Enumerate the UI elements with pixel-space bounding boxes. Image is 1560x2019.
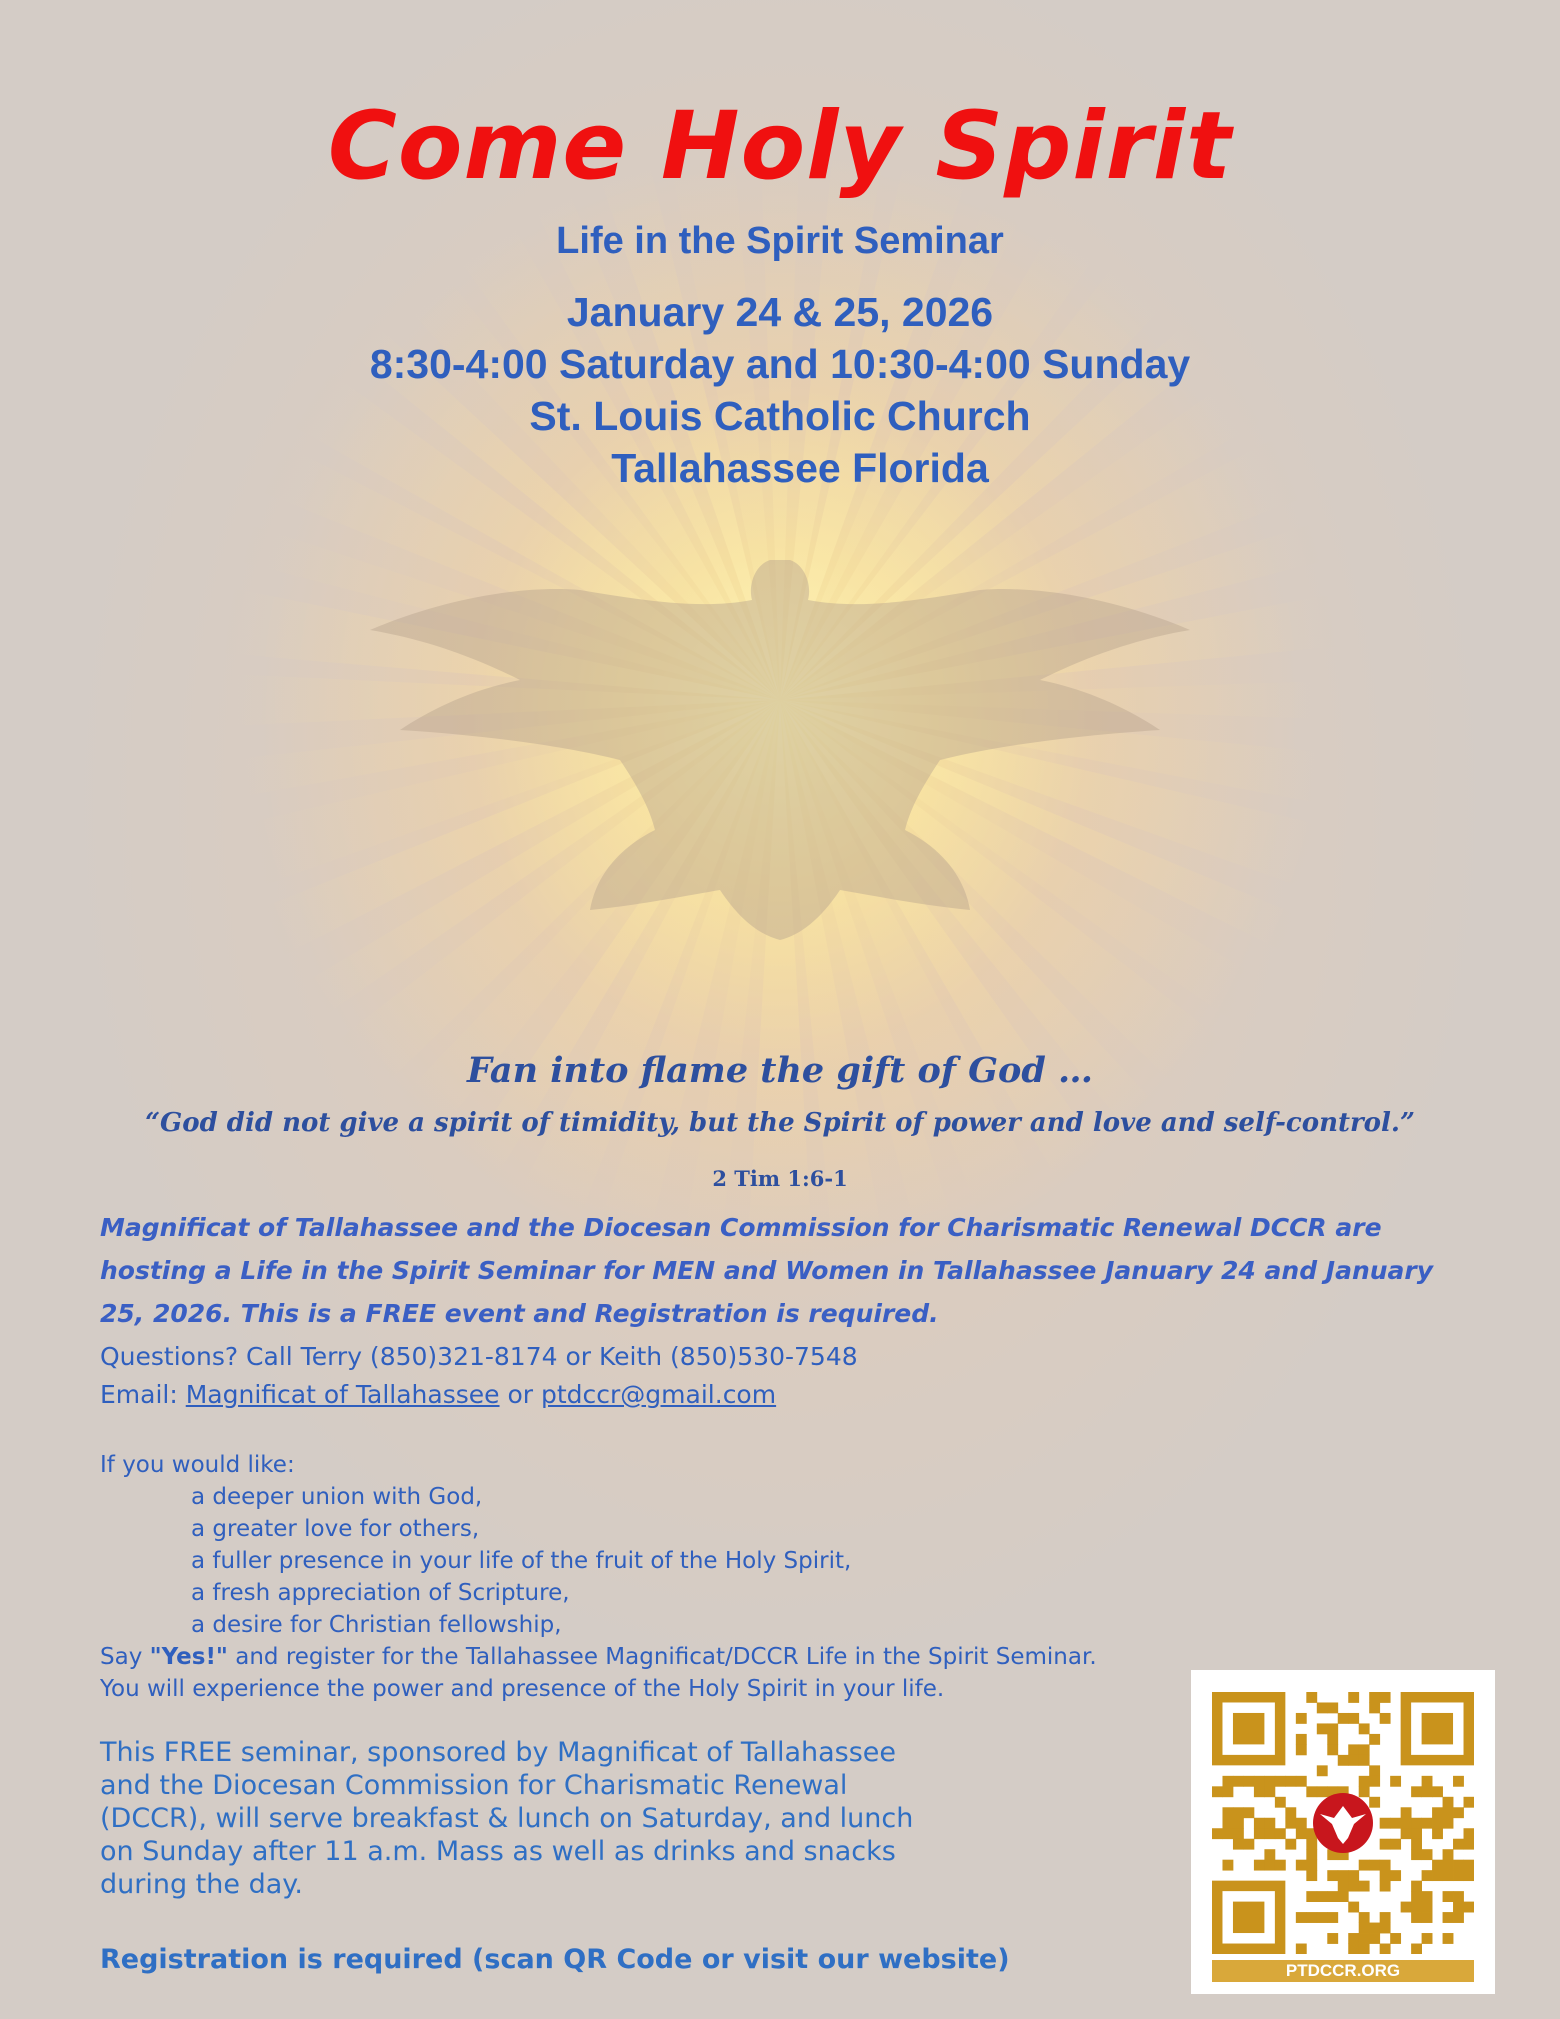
event-title: Come Holy Spirit bbox=[327, 92, 1233, 201]
qr-module bbox=[1296, 1860, 1307, 1871]
qr-module bbox=[1359, 1944, 1370, 1954]
qr-module bbox=[1380, 1944, 1391, 1954]
qr-module bbox=[1453, 1776, 1464, 1787]
qr-module bbox=[1285, 1807, 1296, 1818]
qr-module bbox=[1296, 1713, 1307, 1724]
qr-module bbox=[1359, 1923, 1370, 1934]
qr-module bbox=[1296, 1776, 1307, 1787]
qr-module bbox=[1306, 1692, 1317, 1703]
questions-line: Questions? Call Terry (850)321-8174 or Keith (850)530-7548 bbox=[100, 1342, 858, 1371]
qr-module bbox=[1222, 1860, 1233, 1871]
qr-module bbox=[1380, 1912, 1391, 1923]
list-item: a deeper union with God, bbox=[191, 1484, 483, 1510]
qr-module bbox=[1369, 1797, 1380, 1808]
sponsor-paragraph bbox=[100, 1736, 1140, 1901]
qr-module bbox=[1422, 1818, 1433, 1829]
qr-module bbox=[1422, 1933, 1433, 1944]
invitation-list bbox=[100, 1449, 1097, 1705]
qr-module bbox=[1411, 1839, 1422, 1850]
qr-module bbox=[1443, 1797, 1454, 1808]
qr-module bbox=[1348, 1944, 1359, 1954]
qr-module bbox=[1222, 1807, 1233, 1818]
qr-module bbox=[1317, 1765, 1328, 1776]
qr-module bbox=[1254, 1818, 1265, 1829]
qr-module bbox=[1411, 1786, 1422, 1797]
qr-module bbox=[1327, 1744, 1338, 1755]
registration-note: Registration is required (scan QR Code or visit our website) bbox=[100, 1944, 1010, 1975]
qr-module bbox=[1443, 1849, 1454, 1860]
magnificat-link[interactable]: Magnificat of Tallahassee bbox=[185, 1380, 500, 1409]
qr-module bbox=[1422, 1786, 1433, 1797]
qr-module bbox=[1411, 1944, 1422, 1954]
list-item: a fuller presence in your life of the fruit of the Holy Spirit, bbox=[191, 1548, 852, 1574]
qr-module bbox=[1327, 1870, 1338, 1881]
qr-module bbox=[1327, 1723, 1338, 1734]
qr-module bbox=[1359, 1860, 1370, 1871]
qr-module bbox=[1348, 1933, 1359, 1944]
qr-module bbox=[1348, 1755, 1359, 1766]
qr-module bbox=[1380, 1713, 1391, 1724]
qr-module bbox=[1306, 1860, 1317, 1871]
say-yes-line bbox=[100, 1641, 1097, 1673]
qr-module bbox=[1306, 1839, 1317, 1850]
qr-module bbox=[1264, 1776, 1275, 1787]
qr-module bbox=[1275, 1776, 1286, 1787]
qr-module bbox=[1338, 1881, 1349, 1892]
qr-module bbox=[1285, 1776, 1296, 1787]
sponsor-line: This FREE seminar, sponsored by Magnificat of Tallahassee bbox=[100, 1737, 897, 1768]
qr-module bbox=[1422, 1902, 1433, 1913]
event-date: January 24 & 25, 2026 bbox=[566, 289, 994, 335]
scripture-heading: Fan into flame the gift of God … bbox=[466, 1050, 1094, 1091]
qr-module bbox=[1443, 1912, 1454, 1923]
qr-module bbox=[1222, 1786, 1233, 1797]
qr-module bbox=[1422, 1891, 1433, 1902]
qr-module bbox=[1275, 1828, 1286, 1839]
qr-module bbox=[1369, 1765, 1380, 1776]
qr-module bbox=[1443, 1818, 1454, 1829]
qr-module bbox=[1432, 1860, 1443, 1871]
qr-module bbox=[1317, 1786, 1328, 1797]
qr-module bbox=[1464, 1797, 1474, 1808]
email-link[interactable]: ptdccr@gmail.com bbox=[541, 1380, 777, 1409]
email-label: Email: bbox=[100, 1380, 186, 1409]
qr-module bbox=[1369, 1734, 1380, 1745]
qr-module bbox=[1390, 1839, 1401, 1850]
say-text: Say bbox=[100, 1644, 150, 1670]
qr-module bbox=[1411, 1902, 1422, 1913]
qr-module bbox=[1254, 1776, 1265, 1787]
email-or: or bbox=[499, 1380, 541, 1409]
qr-module bbox=[1327, 1702, 1338, 1713]
qr-module bbox=[1233, 1839, 1244, 1850]
qr-module bbox=[1411, 1849, 1422, 1860]
intro-paragraph: Magnificat of Tallahassee and the Diocesan Commission for Charismatic Renewal DCCR are hosting a Life in the Spirit Seminar for MEN and Women in Tallahassee January 24 and January 25, 2026. This is a FREE event and Registration is required. bbox=[100, 1213, 1434, 1328]
qr-module bbox=[1422, 1912, 1433, 1923]
qr-module bbox=[1380, 1870, 1391, 1881]
qr-finder bbox=[1233, 1713, 1264, 1744]
qr-module bbox=[1369, 1776, 1380, 1787]
qr-module bbox=[1432, 1786, 1443, 1797]
qr-module bbox=[1359, 1723, 1370, 1734]
qr-module bbox=[1317, 1912, 1328, 1923]
qr-module bbox=[1443, 1891, 1454, 1902]
qr-module bbox=[1275, 1797, 1286, 1808]
event-times: 8:30-4:00 Saturday and 10:30-4:00 Sunday bbox=[369, 341, 1191, 387]
qr-module bbox=[1453, 1912, 1464, 1923]
qr-module bbox=[1422, 1849, 1433, 1860]
qr-module bbox=[1222, 1828, 1233, 1839]
qr-module bbox=[1443, 1933, 1454, 1944]
qr-module bbox=[1390, 1933, 1401, 1944]
qr-module bbox=[1296, 1912, 1307, 1923]
qr-module bbox=[1296, 1818, 1307, 1829]
qr-module bbox=[1306, 1870, 1317, 1881]
qr-module bbox=[1422, 1870, 1433, 1881]
qr-module bbox=[1338, 1713, 1349, 1724]
qr-finder bbox=[1422, 1713, 1453, 1744]
qr-module bbox=[1369, 1923, 1380, 1934]
qr-module bbox=[1243, 1839, 1254, 1850]
qr-module bbox=[1411, 1828, 1422, 1839]
sponsor-line: and the Diocesan Commission for Charismatic Renewal bbox=[100, 1770, 848, 1801]
scripture-verse: “God did not give a spirit of timidity, but the Spirit of power and love and self-control.” bbox=[145, 1108, 1415, 1138]
qr-module bbox=[1443, 1860, 1454, 1871]
qr-module bbox=[1254, 1860, 1265, 1871]
qr-module bbox=[1359, 1933, 1370, 1944]
qr-module bbox=[1243, 1776, 1254, 1787]
list-item: a desire for Christian fellowship, bbox=[191, 1612, 562, 1638]
qr-module bbox=[1296, 1734, 1307, 1745]
sponsor-line: during the day. bbox=[100, 1869, 303, 1900]
qr-module bbox=[1285, 1839, 1296, 1850]
qr-module bbox=[1317, 1891, 1328, 1902]
qr-module bbox=[1348, 1870, 1359, 1881]
qr-module bbox=[1380, 1881, 1391, 1892]
qr-module bbox=[1327, 1891, 1338, 1902]
qr-module bbox=[1296, 1944, 1307, 1954]
qr-module bbox=[1380, 1860, 1391, 1871]
qr-module bbox=[1327, 1912, 1338, 1923]
qr-code[interactable] bbox=[1191, 1670, 1495, 1994]
qr-module bbox=[1453, 1891, 1464, 1902]
qr-module bbox=[1464, 1828, 1474, 1839]
qr-module bbox=[1359, 1881, 1370, 1892]
qr-module bbox=[1411, 1881, 1422, 1892]
qr-module bbox=[1453, 1870, 1464, 1881]
qr-module bbox=[1327, 1933, 1338, 1944]
qr-module bbox=[1212, 1786, 1223, 1797]
qr-module bbox=[1243, 1807, 1254, 1818]
qr-module bbox=[1369, 1860, 1380, 1871]
qr-label: PTDCCR.ORG bbox=[1212, 1960, 1474, 1982]
list-item: a fresh appreciation of Scripture, bbox=[191, 1580, 570, 1606]
qr-module bbox=[1306, 1786, 1317, 1797]
qr-module bbox=[1306, 1849, 1317, 1860]
qr-module bbox=[1464, 1860, 1474, 1871]
qr-module bbox=[1264, 1786, 1275, 1797]
qr-module bbox=[1348, 1744, 1359, 1755]
qr-module bbox=[1411, 1891, 1422, 1902]
qr-module bbox=[1264, 1849, 1275, 1860]
qr-module bbox=[1348, 1881, 1359, 1892]
qr-module bbox=[1233, 1828, 1244, 1839]
qr-module bbox=[1380, 1839, 1391, 1850]
qr-module bbox=[1233, 1818, 1244, 1829]
qr-module bbox=[1443, 1807, 1454, 1818]
qr-module bbox=[1464, 1839, 1474, 1850]
yes-text: "Yes!" bbox=[149, 1644, 228, 1670]
sponsor-line: on Sunday after 11 a.m. Mass as well as drinks and snacks bbox=[100, 1836, 896, 1867]
qr-module bbox=[1348, 1713, 1359, 1724]
qr-module bbox=[1317, 1702, 1328, 1713]
qr-module bbox=[1453, 1902, 1464, 1913]
qr-module bbox=[1432, 1870, 1443, 1881]
qr-module bbox=[1390, 1776, 1401, 1787]
qr-module bbox=[1306, 1912, 1317, 1923]
qr-module bbox=[1432, 1818, 1443, 1829]
sponsor-line: (DCCR), will serve breakfast & lunch on Saturday, and lunch bbox=[100, 1803, 914, 1834]
qr-module bbox=[1264, 1818, 1275, 1829]
qr-module bbox=[1348, 1692, 1359, 1703]
qr-module bbox=[1296, 1744, 1307, 1755]
qr-module bbox=[1380, 1692, 1391, 1703]
qr-module bbox=[1233, 1776, 1244, 1787]
invitation-lead: If you would like: bbox=[100, 1452, 295, 1478]
qr-module bbox=[1453, 1860, 1464, 1871]
qr-module bbox=[1212, 1828, 1223, 1839]
qr-module bbox=[1338, 1755, 1349, 1766]
qr-module bbox=[1254, 1828, 1265, 1839]
qr-module bbox=[1432, 1828, 1443, 1839]
qr-module bbox=[1275, 1860, 1286, 1871]
qr-module bbox=[1369, 1933, 1380, 1944]
event-subtitle: Life in the Spirit Seminar bbox=[556, 220, 1004, 262]
list-item: a greater love for others, bbox=[191, 1516, 480, 1542]
event-venue: St. Louis Catholic Church bbox=[529, 393, 1031, 439]
qr-module bbox=[1369, 1702, 1380, 1713]
qr-module bbox=[1254, 1786, 1265, 1797]
qr-module bbox=[1338, 1891, 1349, 1902]
qr-module bbox=[1390, 1870, 1401, 1881]
qr-module bbox=[1338, 1870, 1349, 1881]
qr-module bbox=[1401, 1828, 1412, 1839]
qr-module bbox=[1390, 1818, 1401, 1829]
qr-module bbox=[1327, 1734, 1338, 1745]
event-city: Tallahassee Florida bbox=[611, 445, 989, 491]
scripture-reference: 2 Tim 1:6-1 bbox=[712, 1166, 848, 1191]
qr-module bbox=[1422, 1776, 1433, 1787]
qr-module bbox=[1264, 1860, 1275, 1871]
qr-module bbox=[1233, 1807, 1244, 1818]
qr-module bbox=[1359, 1912, 1370, 1923]
qr-module bbox=[1264, 1828, 1275, 1839]
say-rest-text: and register for the Tallahassee Magnificat/DCCR Life in the Spirit Seminar. bbox=[227, 1644, 1097, 1670]
email-line bbox=[100, 1380, 776, 1409]
qr-module bbox=[1401, 1807, 1412, 1818]
qr-module bbox=[1453, 1807, 1464, 1818]
qr-finder bbox=[1233, 1902, 1264, 1933]
qr-module bbox=[1380, 1923, 1391, 1934]
qr-module bbox=[1453, 1839, 1464, 1850]
qr-module bbox=[1432, 1807, 1443, 1818]
qr-module bbox=[1443, 1870, 1454, 1881]
qr-module bbox=[1464, 1870, 1474, 1881]
qr-module bbox=[1401, 1902, 1412, 1913]
closing-line: You will experience the power and presence of the Holy Spirit in your life. bbox=[100, 1676, 945, 1702]
qr-module bbox=[1411, 1912, 1422, 1923]
qr-module bbox=[1380, 1818, 1391, 1829]
qr-module bbox=[1222, 1818, 1233, 1829]
qr-module bbox=[1464, 1902, 1474, 1913]
qr-module bbox=[1359, 1744, 1370, 1755]
qr-code-icon bbox=[1212, 1692, 1474, 1954]
qr-module bbox=[1369, 1692, 1380, 1703]
qr-module bbox=[1222, 1776, 1233, 1787]
qr-module bbox=[1296, 1828, 1307, 1839]
qr-module bbox=[1285, 1818, 1296, 1829]
qr-module bbox=[1401, 1818, 1412, 1829]
qr-module bbox=[1317, 1723, 1328, 1734]
qr-module bbox=[1359, 1755, 1370, 1766]
qr-module bbox=[1359, 1786, 1370, 1797]
qr-module bbox=[1359, 1776, 1370, 1787]
qr-module bbox=[1411, 1818, 1422, 1829]
qr-module bbox=[1348, 1902, 1359, 1913]
qr-module bbox=[1306, 1891, 1317, 1902]
